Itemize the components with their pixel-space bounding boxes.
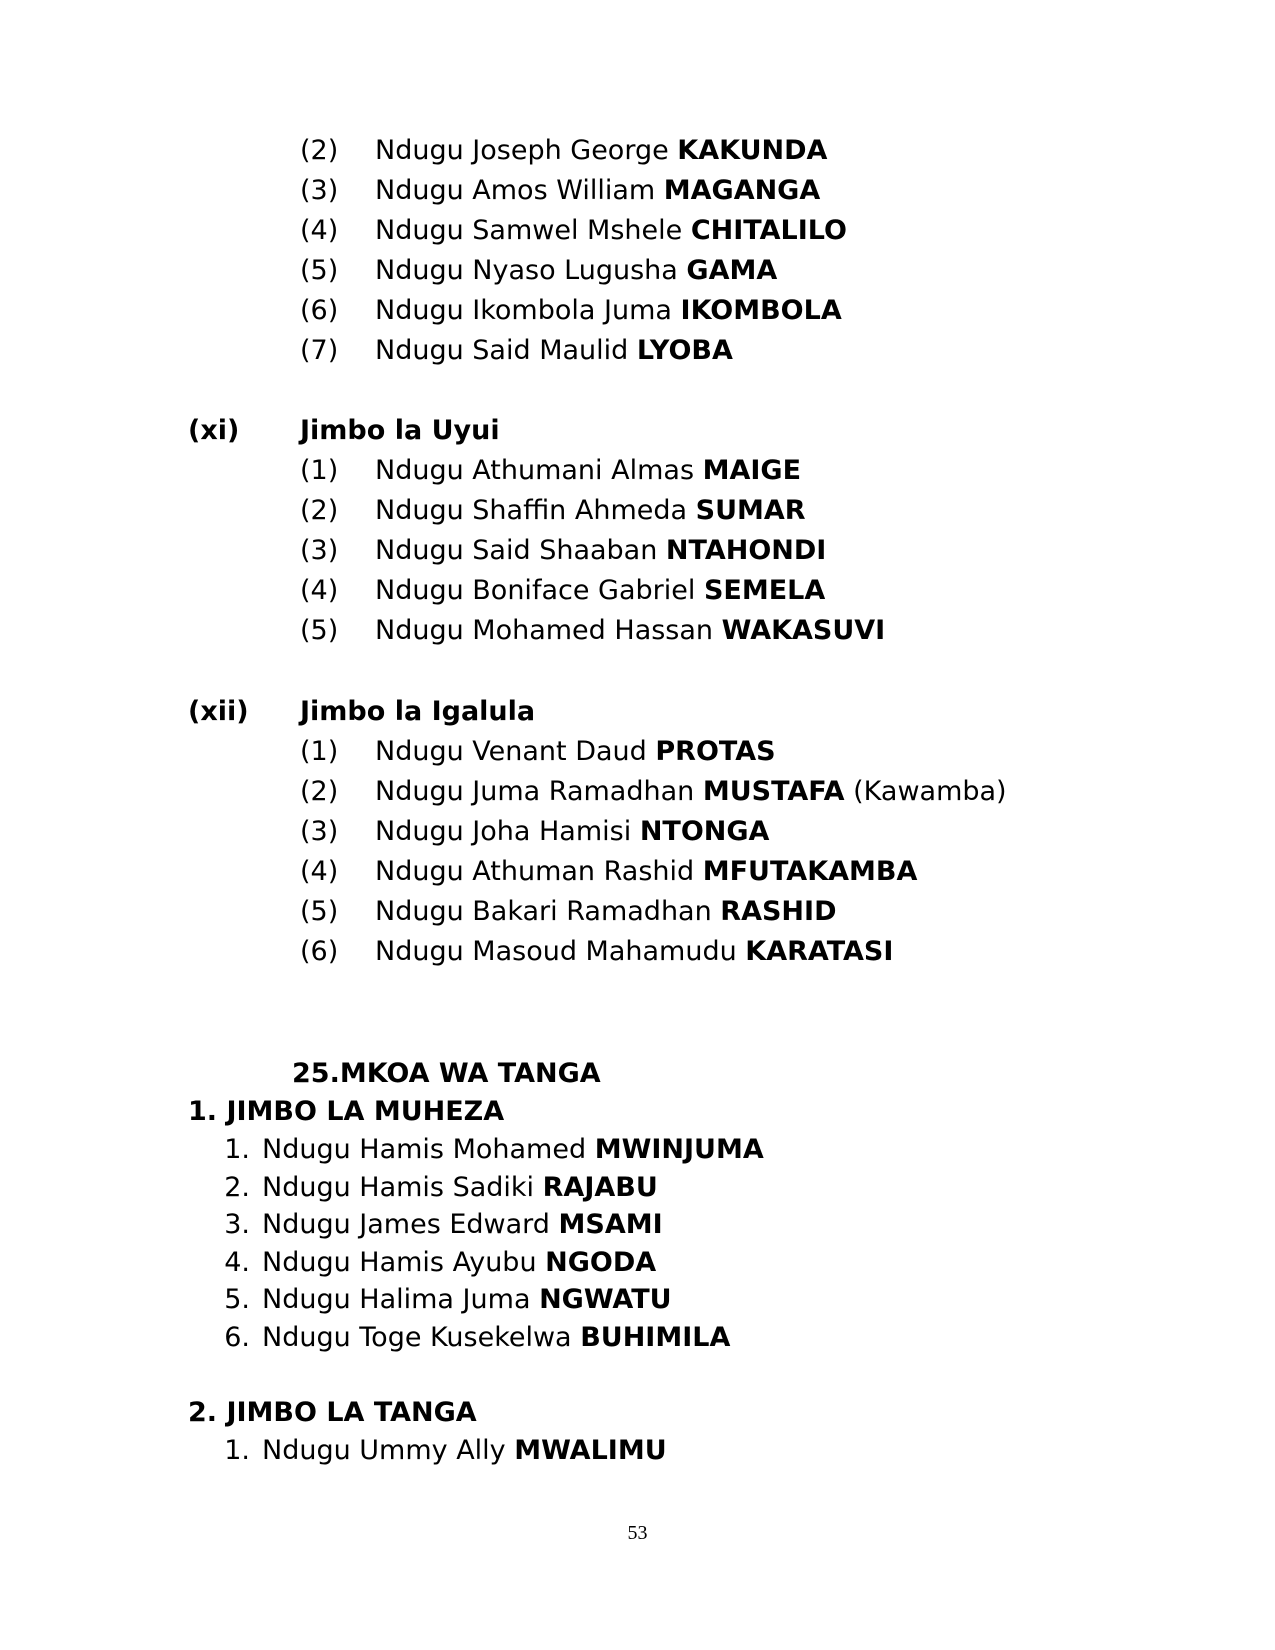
jimbo-title: 2. JIMBO LA TANGA (188, 1397, 477, 1428)
item-surname: NTAHONDI (665, 535, 827, 566)
item-name: Ndugu Hamis Ayubu (262, 1247, 546, 1278)
item-number: (2) (300, 776, 339, 807)
section-title: Jimbo la Uyui (300, 415, 500, 446)
item-name: Ndugu Venant Daud (375, 736, 656, 767)
item-number: 5. (224, 1284, 250, 1315)
item-name: Ndugu Shaffin Ahmeda (375, 495, 696, 526)
item-number: (6) (300, 936, 339, 967)
item-surname: MAIGE (702, 455, 802, 486)
item-surname: CHITALILO (690, 215, 847, 246)
item-name: Ndugu Hamis Sadiki (262, 1172, 543, 1203)
item-name: Ndugu Athumani Almas (375, 455, 703, 486)
item-name: Ndugu Said Maulid (375, 335, 637, 366)
item-number: (5) (300, 255, 339, 286)
region-title: 25.MKOA WA TANGA (292, 1058, 601, 1089)
item-surname: RAJABU (542, 1172, 658, 1203)
item-surname: KAKUNDA (677, 135, 828, 166)
item-number: 4. (224, 1247, 250, 1278)
item-name: Ndugu Nyaso Lugusha (375, 255, 687, 286)
item-number: 2. (224, 1172, 250, 1203)
item-number: (3) (300, 816, 339, 847)
item-surname: SEMELA (703, 575, 826, 606)
item-surname: GAMA (686, 255, 778, 286)
item-name: Ndugu Mohamed Hassan (375, 615, 722, 646)
item-name: Ndugu Toge Kusekelwa (262, 1322, 581, 1353)
item-name: Ndugu Masoud Mahamudu (375, 936, 746, 967)
item-name: Ndugu Said Shaaban (375, 535, 666, 566)
item-surname: MWALIMU (514, 1435, 667, 1466)
item-surname: IKOMBOLA (680, 295, 842, 326)
item-name: Ndugu Samwel Mshele (375, 215, 691, 246)
item-surname: MSAMI (558, 1209, 663, 1240)
item-number: (4) (300, 215, 339, 246)
item-number: (3) (300, 175, 339, 206)
item-number: 6. (224, 1322, 250, 1353)
item-number: (2) (300, 495, 339, 526)
item-name: Ndugu Ummy Ally (262, 1435, 515, 1466)
item-number: (4) (300, 575, 339, 606)
item-surname: WAKASUVI (721, 615, 886, 646)
page-number: 53 (627, 1522, 648, 1544)
item-name: Ndugu Ikombola Juma (375, 295, 681, 326)
item-number: 1. (224, 1435, 250, 1466)
item-name: Ndugu Halima Juma (262, 1284, 540, 1315)
item-name: Ndugu Amos William (375, 175, 664, 206)
item-name: Ndugu Hamis Mohamed (262, 1134, 595, 1165)
item-number: 1. (224, 1134, 250, 1165)
item-name: Ndugu Joha Hamisi (375, 816, 640, 847)
item-surname: MUSTAFA (702, 776, 845, 807)
item-number: (7) (300, 335, 339, 366)
item-name: Ndugu Athuman Rashid (375, 856, 703, 887)
item-name: Ndugu Joseph George (375, 135, 678, 166)
section-label: (xii) (188, 696, 249, 727)
item-surname: RASHID (720, 896, 837, 927)
item-surname: SUMAR (695, 495, 806, 526)
item-number: (2) (300, 135, 339, 166)
item-name: Ndugu Boniface Gabriel (375, 575, 704, 606)
item-number: (5) (300, 896, 339, 927)
item-surname: KARATASI (745, 936, 894, 967)
item-number: (1) (300, 736, 339, 767)
section-label: (xi) (188, 415, 240, 446)
item-surname: BUHIMILA (580, 1322, 731, 1353)
item-surname: NTONGA (639, 816, 770, 847)
jimbo-title: 1. JIMBO LA MUHEZA (188, 1096, 505, 1127)
item-name: Ndugu James Edward (262, 1209, 559, 1240)
item-number: (5) (300, 615, 339, 646)
section-title: Jimbo la Igalula (300, 696, 536, 727)
item-surname: PROTAS (655, 736, 776, 767)
item-surname: NGWATU (539, 1284, 672, 1315)
item-suffix: (Kawamba) (844, 776, 1007, 807)
item-number: 3. (224, 1209, 250, 1240)
item-surname: MFUTAKAMBA (702, 856, 918, 887)
item-number: (3) (300, 535, 339, 566)
item-name: Ndugu Juma Ramadhan (375, 776, 703, 807)
item-name: Ndugu Bakari Ramadhan (375, 896, 721, 927)
item-surname: LYOBA (636, 335, 733, 366)
item-surname: NGODA (545, 1247, 657, 1278)
item-number: (6) (300, 295, 339, 326)
item-number: (1) (300, 455, 339, 486)
item-surname: MAGANGA (663, 175, 821, 206)
item-number: (4) (300, 856, 339, 887)
item-surname: MWINJUMA (594, 1134, 764, 1165)
